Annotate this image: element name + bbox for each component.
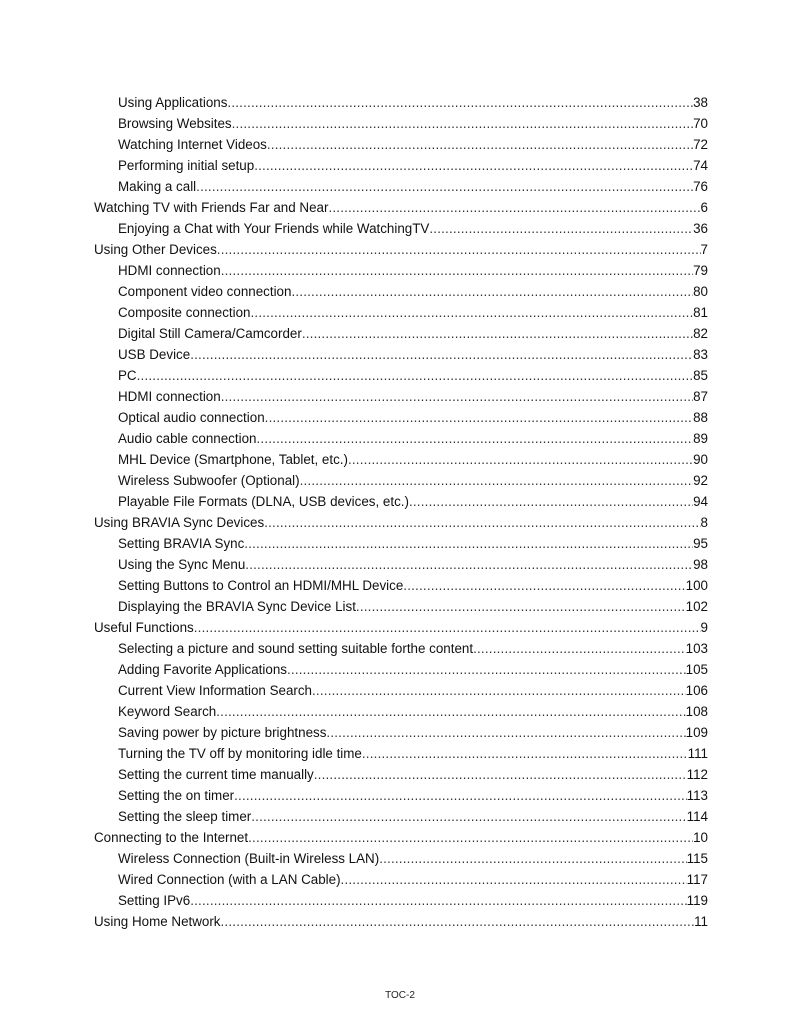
- toc-entry-page: 89: [693, 431, 708, 446]
- toc-entry-title: Wireless Subwoofer (Optional): [118, 473, 300, 488]
- dot-leader: [251, 806, 686, 827]
- dot-leader: [302, 323, 693, 344]
- toc-entry[interactable]: [0, 638, 800, 659]
- toc-entry-title: Using BRAVIA Sync Devices: [94, 515, 265, 530]
- dot-leader: [221, 386, 693, 407]
- toc-entry[interactable]: [0, 365, 800, 386]
- toc-entry-page: 10: [693, 830, 708, 845]
- toc-entry-title: Wired Connection (with a LAN Cable): [118, 872, 341, 887]
- toc-entry-page: 88: [693, 410, 708, 425]
- toc-entry-page: 106: [685, 683, 708, 698]
- dot-leader: [341, 869, 687, 890]
- toc-entry[interactable]: [0, 764, 800, 785]
- dot-leader: [221, 911, 695, 932]
- toc-entry[interactable]: [0, 806, 800, 827]
- toc-entry[interactable]: [0, 155, 800, 176]
- toc-entry-title: Setting BRAVIA Sync: [118, 536, 245, 551]
- dot-leader: [248, 827, 693, 848]
- toc-entry[interactable]: [0, 218, 800, 239]
- toc-entry-title: Digital Still Camera/Camcorder: [118, 326, 302, 341]
- toc-entry[interactable]: [0, 869, 800, 890]
- dot-leader: [234, 785, 687, 806]
- toc-entry[interactable]: [0, 344, 800, 365]
- toc-entry-page: 70: [693, 116, 708, 131]
- dot-leader: [265, 407, 693, 428]
- toc-entry-title: Setting the sleep timer: [118, 809, 252, 824]
- toc-entry-page: 85: [693, 368, 708, 383]
- toc-entry[interactable]: [0, 260, 800, 281]
- toc-entry-page: 79: [693, 263, 708, 278]
- toc-entry[interactable]: [0, 197, 800, 218]
- toc-entry-title: Composite connection: [118, 305, 251, 320]
- toc-entry-page: 115: [686, 851, 708, 866]
- dot-leader: [328, 197, 700, 218]
- toc-entry-title: Setting the current time manually: [118, 767, 314, 782]
- dot-leader: [256, 428, 693, 449]
- toc-entry-page: 92: [693, 473, 708, 488]
- toc-entry-title: Selecting a picture and sound setting suitable forthe content: [118, 641, 474, 656]
- toc-entry[interactable]: [0, 386, 800, 407]
- toc-entry-title: USB Device: [118, 347, 191, 362]
- toc-entry-page: 80: [693, 284, 708, 299]
- dot-leader: [232, 113, 693, 134]
- dot-leader: [254, 155, 693, 176]
- dot-leader: [245, 554, 693, 575]
- toc-entry[interactable]: [0, 323, 800, 344]
- toc-entry-page: 108: [685, 704, 708, 719]
- toc-entry-title: HDMI connection: [118, 263, 221, 278]
- table-of-contents: [0, 92, 800, 932]
- toc-entry[interactable]: [0, 701, 800, 722]
- toc-entry-page: 105: [685, 662, 708, 677]
- toc-entry-page: 90: [693, 452, 708, 467]
- toc-entry-title: Setting IPv6: [118, 893, 191, 908]
- toc-entry-title: Current View Information Search: [118, 683, 313, 698]
- dot-leader: [227, 92, 693, 113]
- toc-entry-page: 102: [685, 599, 708, 614]
- toc-entry-title: Keyword Search: [118, 704, 217, 719]
- dot-leader: [429, 218, 693, 239]
- dot-leader: [244, 533, 693, 554]
- toc-entry-title: Connecting to the Internet: [94, 830, 249, 845]
- dot-leader: [190, 890, 686, 911]
- toc-entry[interactable]: [0, 470, 800, 491]
- toc-entry-title: Wireless Connection (Built-in Wireless LAN): [118, 851, 380, 866]
- toc-entry-page: 76: [693, 179, 708, 194]
- toc-entry-title: Using Home Network: [94, 914, 221, 929]
- dot-leader: [267, 134, 693, 155]
- toc-entry[interactable]: [0, 554, 800, 575]
- dot-leader: [196, 176, 693, 197]
- toc-entry-page: 83: [693, 347, 708, 362]
- dot-leader: [221, 260, 693, 281]
- toc-entry[interactable]: [0, 575, 800, 596]
- toc-entry[interactable]: [0, 113, 800, 134]
- toc-entry-page: 100: [685, 578, 708, 593]
- toc-entry-page: 11: [694, 914, 708, 929]
- dot-leader: [287, 659, 686, 680]
- toc-entry-title: PC: [118, 368, 137, 383]
- toc-entry[interactable]: [0, 911, 800, 932]
- toc-entry-page: 7: [700, 242, 708, 257]
- toc-entry-page: 114: [686, 809, 708, 824]
- dot-leader: [291, 281, 693, 302]
- toc-entry-page: 109: [685, 725, 708, 740]
- toc-entry-title: Playable File Formats (DLNA, USB devices, etc.): [118, 494, 409, 509]
- dot-leader: [264, 512, 700, 533]
- toc-entry-title: Saving power by picture brightness: [118, 725, 327, 740]
- toc-entry-page: 111: [687, 746, 708, 761]
- toc-entry-page: 95: [693, 536, 708, 551]
- toc-entry[interactable]: [0, 491, 800, 512]
- dot-leader: [473, 638, 686, 659]
- toc-entry-title: Performing initial setup: [118, 158, 255, 173]
- dot-leader: [216, 701, 685, 722]
- dot-leader: [348, 449, 693, 470]
- toc-entry-title: Using the Sync Menu: [118, 557, 246, 572]
- toc-entry-title: Watching TV with Friends Far and Near: [94, 200, 329, 215]
- toc-entry-page: 72: [693, 137, 708, 152]
- toc-entry-page: 74: [693, 158, 708, 173]
- toc-entry-title: HDMI connection: [118, 389, 221, 404]
- dot-leader: [379, 848, 686, 869]
- toc-entry-page: 98: [693, 557, 708, 572]
- toc-entry[interactable]: [0, 722, 800, 743]
- toc-entry-page: 6: [700, 200, 708, 215]
- toc-entry[interactable]: [0, 848, 800, 869]
- page-number-footer: TOC-2: [385, 990, 415, 1001]
- toc-entry-title: Optical audio connection: [118, 410, 265, 425]
- dot-leader: [217, 239, 701, 260]
- dot-leader: [403, 575, 685, 596]
- toc-entry[interactable]: [0, 134, 800, 155]
- toc-entry[interactable]: [0, 449, 800, 470]
- toc-entry[interactable]: [0, 533, 800, 554]
- toc-entry[interactable]: [0, 785, 800, 806]
- dot-leader: [190, 344, 693, 365]
- toc-entry-title: MHL Device (Smartphone, Tablet, etc.): [118, 452, 348, 467]
- toc-entry[interactable]: [0, 407, 800, 428]
- toc-entry-page: 36: [693, 221, 708, 236]
- dot-leader: [362, 743, 688, 764]
- toc-entry-title: Displaying the BRAVIA Sync Device List: [118, 599, 356, 614]
- toc-entry-page: 87: [693, 389, 708, 404]
- toc-entry[interactable]: [0, 596, 800, 617]
- toc-entry-title: Adding Favorite Applications: [118, 662, 287, 677]
- toc-entry[interactable]: [0, 827, 800, 848]
- toc-entry[interactable]: [0, 743, 800, 764]
- dot-leader: [314, 764, 687, 785]
- toc-entry[interactable]: [0, 890, 800, 911]
- toc-entry-page: 103: [685, 641, 708, 656]
- toc-entry-page: 112: [686, 767, 708, 782]
- toc-entry-title: Making a call: [118, 179, 197, 194]
- dot-leader: [312, 680, 686, 701]
- toc-entry-page: 9: [700, 620, 708, 635]
- toc-entry[interactable]: [0, 281, 800, 302]
- toc-entry-title: Browsing Websites: [118, 116, 232, 131]
- dot-leader: [194, 617, 701, 638]
- toc-entry-title: Useful Functions: [94, 620, 194, 635]
- toc-entry-title: Setting the on timer: [118, 788, 235, 803]
- dot-leader: [409, 491, 693, 512]
- toc-entry-title: Component video connection: [118, 284, 292, 299]
- toc-entry[interactable]: [0, 617, 800, 638]
- toc-entry-title: Turning the TV off by monitoring idle time: [118, 746, 362, 761]
- toc-entry-page: 119: [686, 893, 708, 908]
- toc-entry[interactable]: [0, 512, 800, 533]
- dot-leader: [356, 596, 686, 617]
- dot-leader: [251, 302, 694, 323]
- toc-entry-title: Using Applications: [118, 95, 228, 110]
- toc-entry[interactable]: [0, 680, 800, 701]
- toc-entry-page: 81: [693, 305, 708, 320]
- toc-entry-title: Audio cable connection: [118, 431, 257, 446]
- toc-entry-page: 113: [686, 788, 708, 803]
- toc-entry-page: 38: [693, 95, 708, 110]
- toc-entry[interactable]: [0, 239, 800, 260]
- toc-entry[interactable]: [0, 176, 800, 197]
- toc-entry[interactable]: [0, 302, 800, 323]
- toc-entry-title: Enjoying a Chat with Your Friends while WatchingTV: [118, 221, 430, 236]
- toc-entry-page: 82: [693, 326, 708, 341]
- toc-entry-title: Setting Buttons to Control an HDMI/MHL Device: [118, 578, 404, 593]
- toc-entry-page: 8: [700, 515, 708, 530]
- toc-entry-title: Using Other Devices: [94, 242, 217, 257]
- toc-entry[interactable]: [0, 659, 800, 680]
- dot-leader: [300, 470, 694, 491]
- toc-entry-page: 117: [686, 872, 708, 887]
- toc-entry[interactable]: [0, 428, 800, 449]
- toc-entry-title: Watching Internet Videos: [118, 137, 267, 152]
- dot-leader: [326, 722, 685, 743]
- toc-entry-page: 94: [693, 494, 708, 509]
- toc-entry[interactable]: [0, 92, 800, 113]
- dot-leader: [137, 365, 693, 386]
